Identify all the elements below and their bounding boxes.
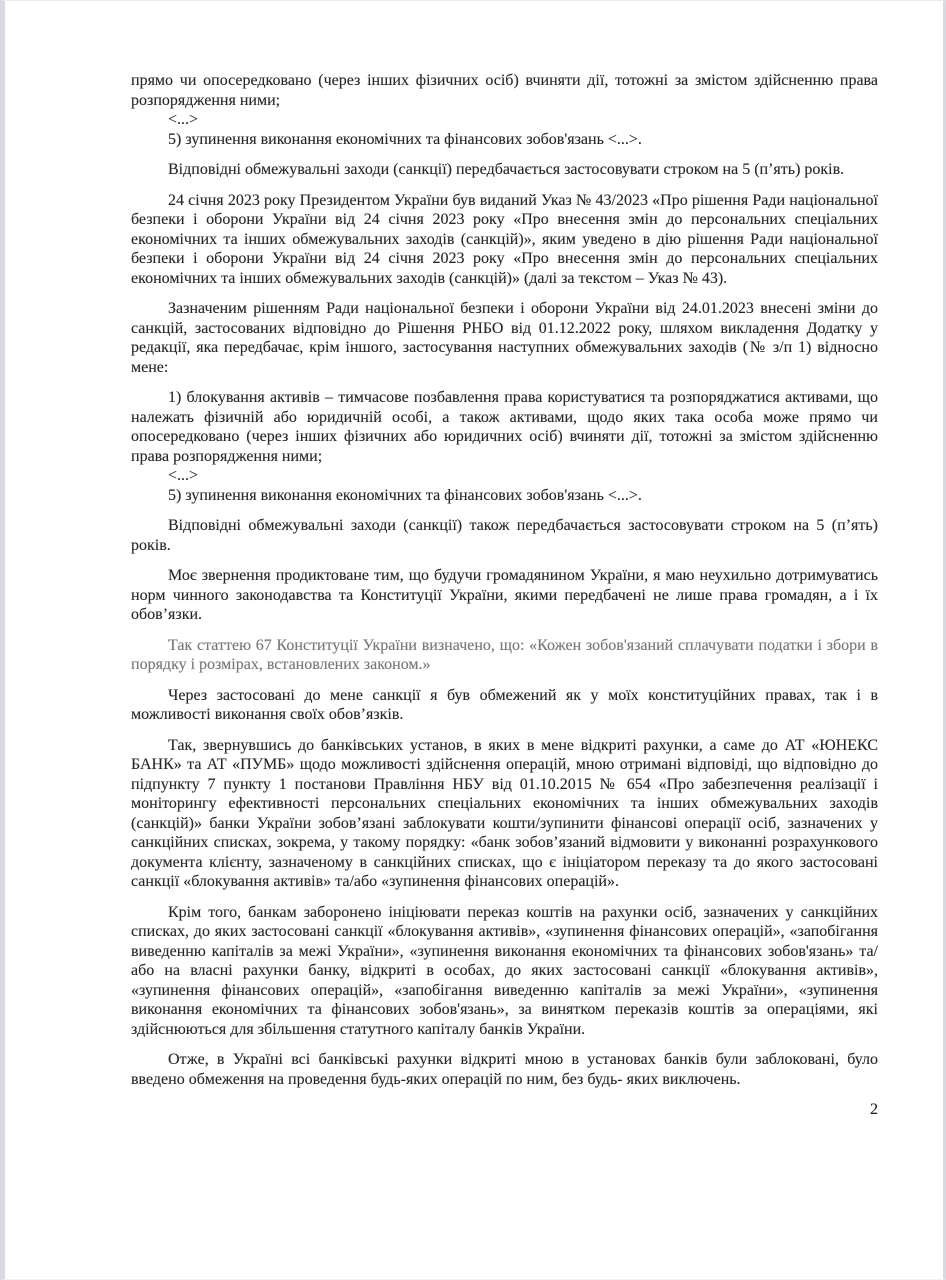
paragraph: Відповідні обмежувальні заходи (санкції) також передбачається застосовувати строком на 5 (п’ять) років. [131,517,878,554]
paragraph-banks: Так, звернувшись до банківських установ, в яких в мене відкриті рахунки, а саме до АТ «ЮНЕКС БАНК» та АТ «ПУМБ» щодо можливості здійснення операцій, мною отримані відповіді, що відповідно до підпункту 7 пункту 1 постанови Правління НБУ від 01.10.2015 № 654 «Про забезпечення реалізації і моніторингу ефективності персональних спеціальних економічних та інших обмежувальних заходів (санкцій)» банки України зобов’язані заблокувати кошти/зупинити фінансові операції осіб, зазначених у санкційних списках, зокрема, у такому порядку: «банк зобов’язаний відмовити у виконанні розрахункового документа клієнту, зазначеному в санкційних списках, що є ініціатором переказу та до якого застосовані санкції «блокування активів» та/або «зупинення фінансових операцій». [131,736,878,890]
list-item-5: 5) зупинення виконання економічних та фінансових зобов'язань <...>. [168,130,642,148]
list-item-5: 5) зупинення виконання економічних та фінансових зобов'язань <...>. [168,486,642,504]
document-body [131,71,878,1120]
list-item-1: 1) блокування активів – тимчасове позбавлення права користуватися та розпоряджатися активами, що належать фізичній або юридичній особі, а також активами, щодо яких така особа може прямо чи опосередковано (через інших фізичних або юридичних осіб) вчиняти дії, тотожні за змістом здійсненню права розпорядження ними; [131,389,878,465]
paragraph-conclusion: Отже, в Україні всі банківські рахунки відкриті мною в установах банків були заблоковані, було введено обмеження на проведення будь-яких операцій по ним, без будь- яких виключень. [131,1051,878,1088]
paragraph-transfers: Крім того, банкам заборонено ініціювати переказ коштів на рахунки осіб, зазначених у санкційних списках, до яких застосовані санкції «блокування активів», «зупинення фінансових операцій», «запобігання виведенню капіталів за межі України», «зупинення виконання економічних та фінансових зобов'язань» та/або на власні рахунки банку, відкриті в особах, до яких застосовані санкції «блокування активів», «зупинення фінансових операцій», «запобігання виведенню капіталів за межі України», «зупинення виконання економічних та фінансових зобов'язань», за винятком переказів коштів за операціями, які здійснюються для збільшення статутного капіталу банків України. [131,903,878,1038]
paragraph-appeal: Моє звернення продиктоване тим, що будучи громадянином України, я маю неухильно дотримуватись норм чинного законодавства та Конституції України, якими передбачені не лише права громадян, а і їх обов’язки. [131,567,878,623]
paragraph-constitution-67: Так статтею 67 Конституції України визначено, що: «Кожен зобов'язаний сплачувати податки і збори в порядку і розмірах, встановлених законом.» [131,636,878,673]
paragraph-rnbo: Зазначеним рішенням Ради національної безпеки і оборони України від 24.01.2023 внесені зміни до санкцій, застосованих відповідно до Рішення РНБО від 01.12.2022 року, шляхом викладення Додатку у редакції, яка передбачає, крім іншого, застосування наступних обмежувальних заходів (№ з/п 1) відносно мене: [131,300,878,376]
ellipsis-line: <...> [168,111,199,128]
paragraph-continuation: прямо чи опосередковано (через інших фізичних осіб) вчиняти дії, тотожні за змістом здійсненню права розпорядження ними; [131,72,878,109]
paragraph: Відповідні обмежувальні заходи (санкції) передбачається застосовувати строком на 5 (п’ять) років. [168,161,845,178]
page-number: 2 [870,1101,878,1118]
paragraph: Через застосовані до мене санкції я був обмежений як у моїх конституційних правах, так і в можливості виконання своїх обов’язків. [131,686,878,723]
ellipsis-line: <...> [168,467,199,484]
paragraph-decree-43: 24 січня 2023 року Президентом України був виданий Указ № 43/2023 «Про рішення Ради національної безпеки і оборони України від 24 січня 2023 року «Про внесення змін до персональних спеціальних економічних та інших обмежувальних заходів (санкцій)», яким уведено в дію рішення Ради національної безпеки і оборони України від 24 січня 2023 року «Про внесення змін до персональних спеціальних економічних та інших обмежувальних заходів (санкцій)» (далі за текстом – Указ № 43). [131,191,878,287]
